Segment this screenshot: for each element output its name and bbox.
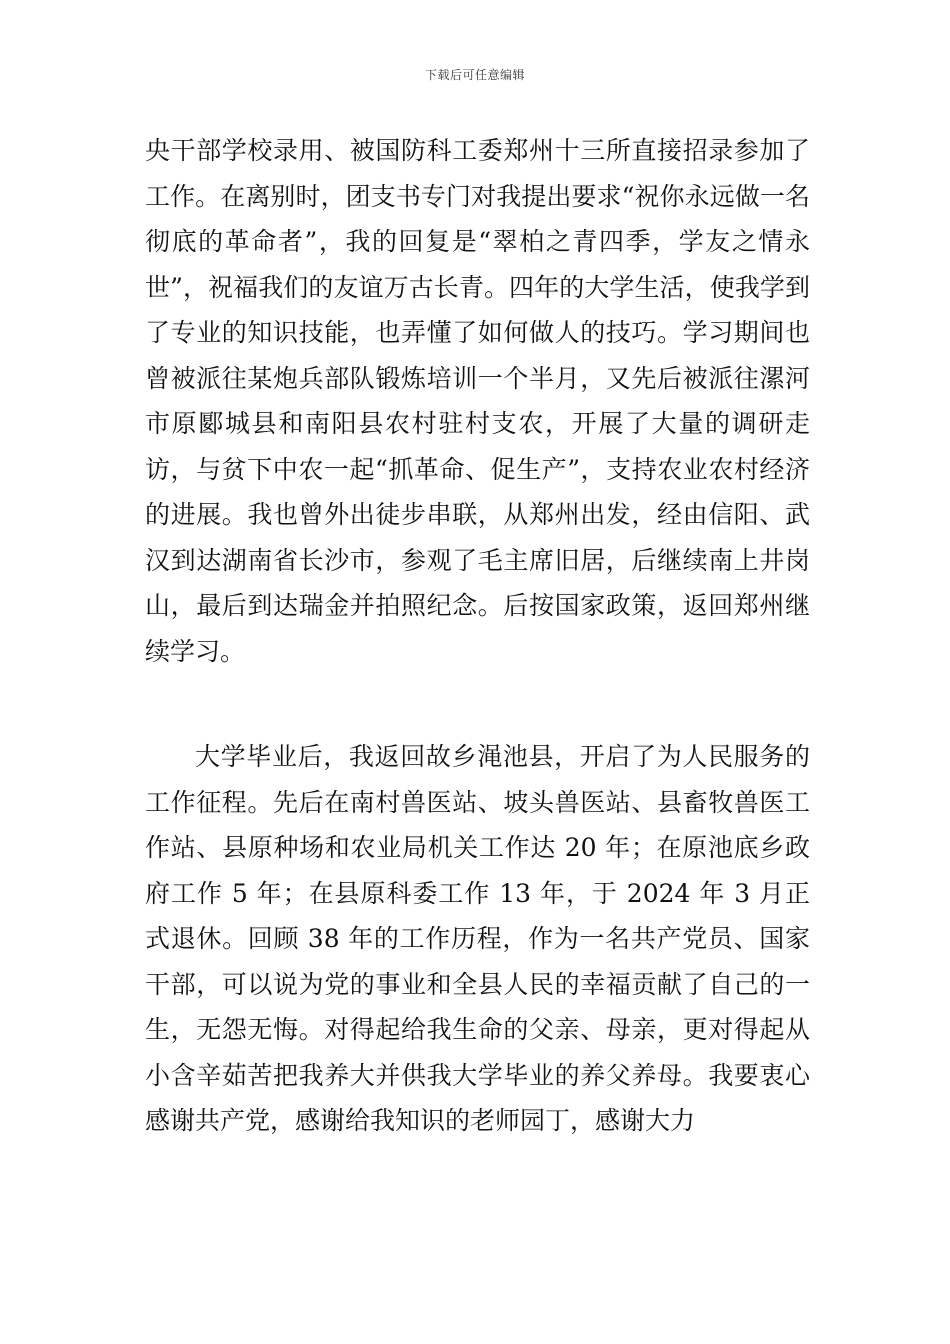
- document-body: [145, 128, 810, 1144]
- paragraph-spacer: [145, 674, 810, 734]
- paragraph-2: 大学毕业后，我返回故乡渑池县，开启了为人民服务的工作征程。先后在南村兽医站、坡头兽医站、县畜牧兽医工作站、县原种场和农业局机关工作达 20 年；在原池底乡政府工作 5 年；在县原科委工作 13 年，于 2024 年 3 月正式退休。回顾 38 年的工作历程，作为一名共产党员、国家干部，可以说为党的事业和全县人民的幸福贡献了自己的一生，无怨无悔。对得起给我生命的父亲、母亲，更对得起从小含辛茹苦把我养大并供我大学毕业的养父养母。我要衷心感谢共产党，感谢给我知识的老师园丁，感谢大力: [145, 742, 810, 1135]
- paragraph-1: 央干部学校录用、被国防科工委郑州十三所直接招录参加了工作。在离别时，团支书专门对我提出要求“祝你永远做一名彻底的革命者”，我的回复是“翠柏之青四季，学友之情永世”，祝福我们的友谊万古长青。四年的大学生活，使我学到了专业的知识技能，也弄懂了如何做人的技巧。学习期间也曾被派往某炮兵部队锻炼培训一个半月，又先后被派往漯河市原郾城县和南阳县农村驻村支农，开展了大量的调研走访，与贫下中农一起“抓革命、促生产”，支持农业农村经济的进展。我也曾外出徒步串联，从郑州出发，经由信阳、武汉到达湖南省长沙市，参观了毛主席旧居，后继续南上井岗山，最后到达瑞金并拍照纪念。后按国家政策，返回郑州继续学习。: [145, 136, 810, 666]
- page-header-note: 下载后可任意编辑: [424, 68, 525, 82]
